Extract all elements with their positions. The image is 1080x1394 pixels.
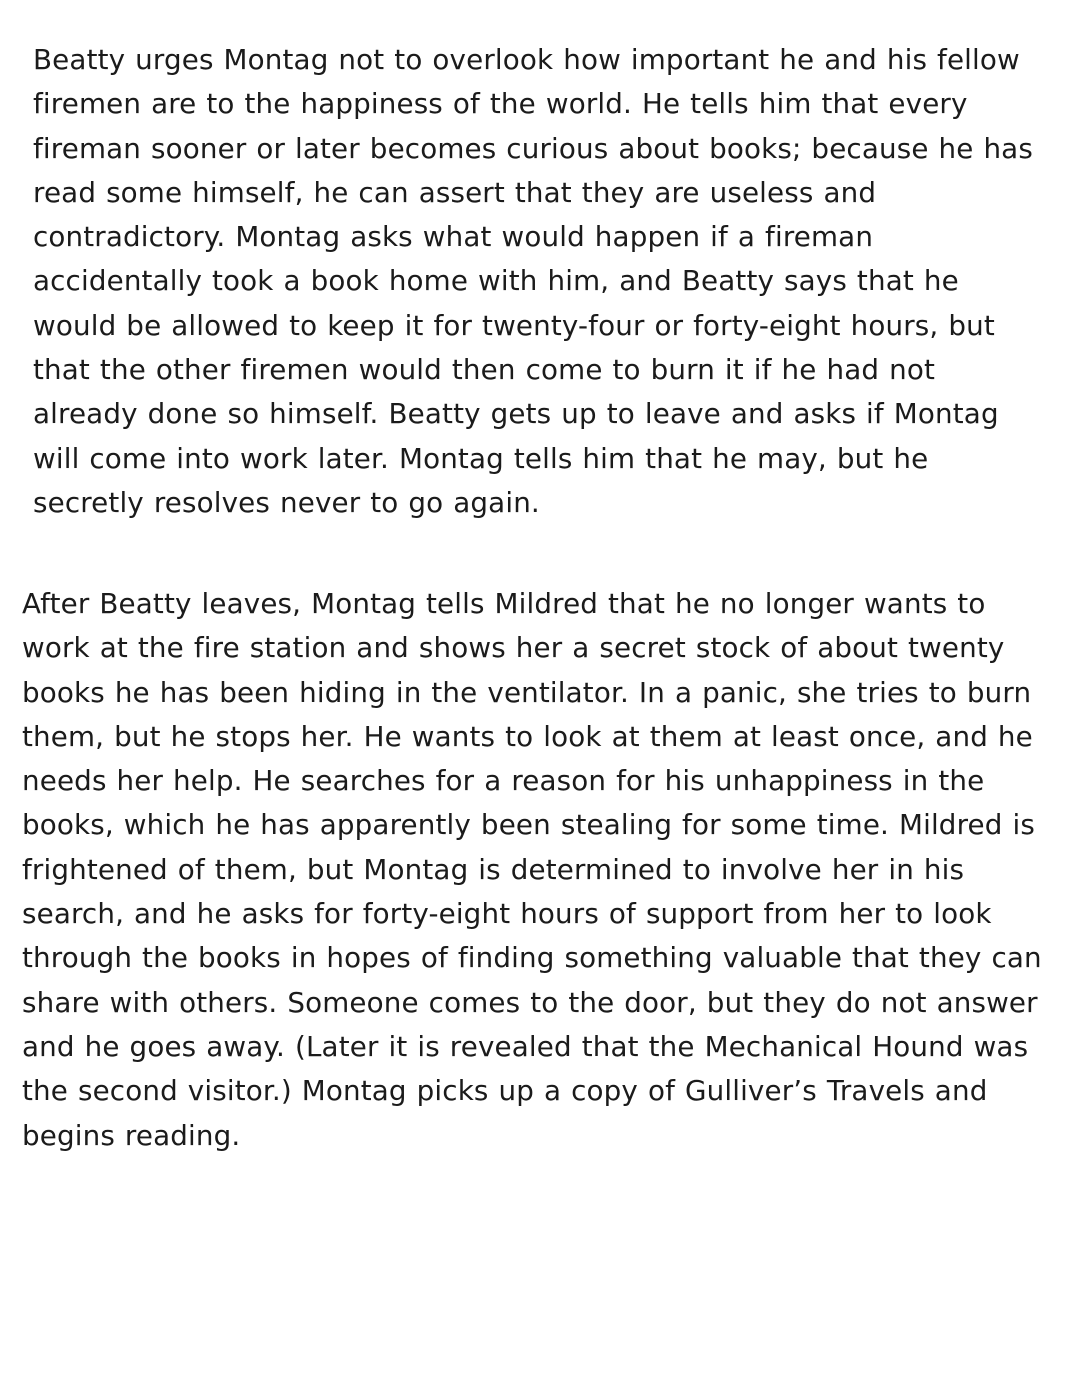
text-line: read some himself, he can assert that they are useless and — [33, 175, 877, 209]
text-line: work at the fire station and shows her a secret stock of about twenty — [22, 631, 1005, 665]
text-line: firemen are to the happiness of the world. He tells him that every — [33, 87, 968, 121]
paragraph-beatty-visit — [33, 38, 1033, 525]
text-line: and he goes away. (Later it is revealed that the Mechanical Hound was — [22, 1029, 1029, 1063]
text-line: books he has been hiding in the ventilator. In a panic, she tries to burn — [22, 675, 1032, 709]
text-line: contradictory. Montag asks what would happen if a fireman — [33, 220, 874, 254]
text-line: search, and he asks for forty-eight hours of support from her to look — [22, 897, 992, 931]
text-line: fireman sooner or later becomes curious about books; because he has — [33, 131, 1033, 165]
text-line: begins reading. — [22, 1118, 241, 1152]
text-line: through the books in hopes of finding something valuable that they can — [22, 941, 1042, 975]
text-line: needs her help. He searches for a reason for his unhappiness in the — [22, 764, 985, 798]
text-line: secretly resolves never to go again. — [33, 485, 540, 519]
text-line: frightened of them, but Montag is determined to involve her in his — [22, 852, 965, 886]
text-line: share with others. Someone comes to the door, but they do not answer — [22, 985, 1038, 1019]
text-line: accidentally took a book home with him, and Beatty says that he — [33, 264, 959, 298]
text-line: them, but he stops her. He wants to look at them at least once, and he — [22, 719, 1033, 753]
text-line: the second visitor.) Montag picks up a copy of Gulliver’s Travels and — [22, 1074, 988, 1108]
text-line: already done so himself. Beatty gets up to leave and asks if Montag — [33, 397, 999, 431]
text-line: that the other firemen would then come to burn it if he had not — [33, 353, 935, 387]
text-line: Beatty urges Montag not to overlook how important he and his fellow — [33, 43, 1020, 76]
text-line: will come into work later. Montag tells him that he may, but he — [33, 441, 929, 475]
text-line: After Beatty leaves, Montag tells Mildred that he no longer wants to — [22, 587, 986, 620]
paragraph-montag-books — [22, 582, 1042, 1158]
text-line: would be allowed to keep it for twenty-four or forty-eight hours, but — [33, 308, 995, 342]
text-line: books, which he has apparently been stealing for some time. Mildred is — [22, 808, 1035, 842]
